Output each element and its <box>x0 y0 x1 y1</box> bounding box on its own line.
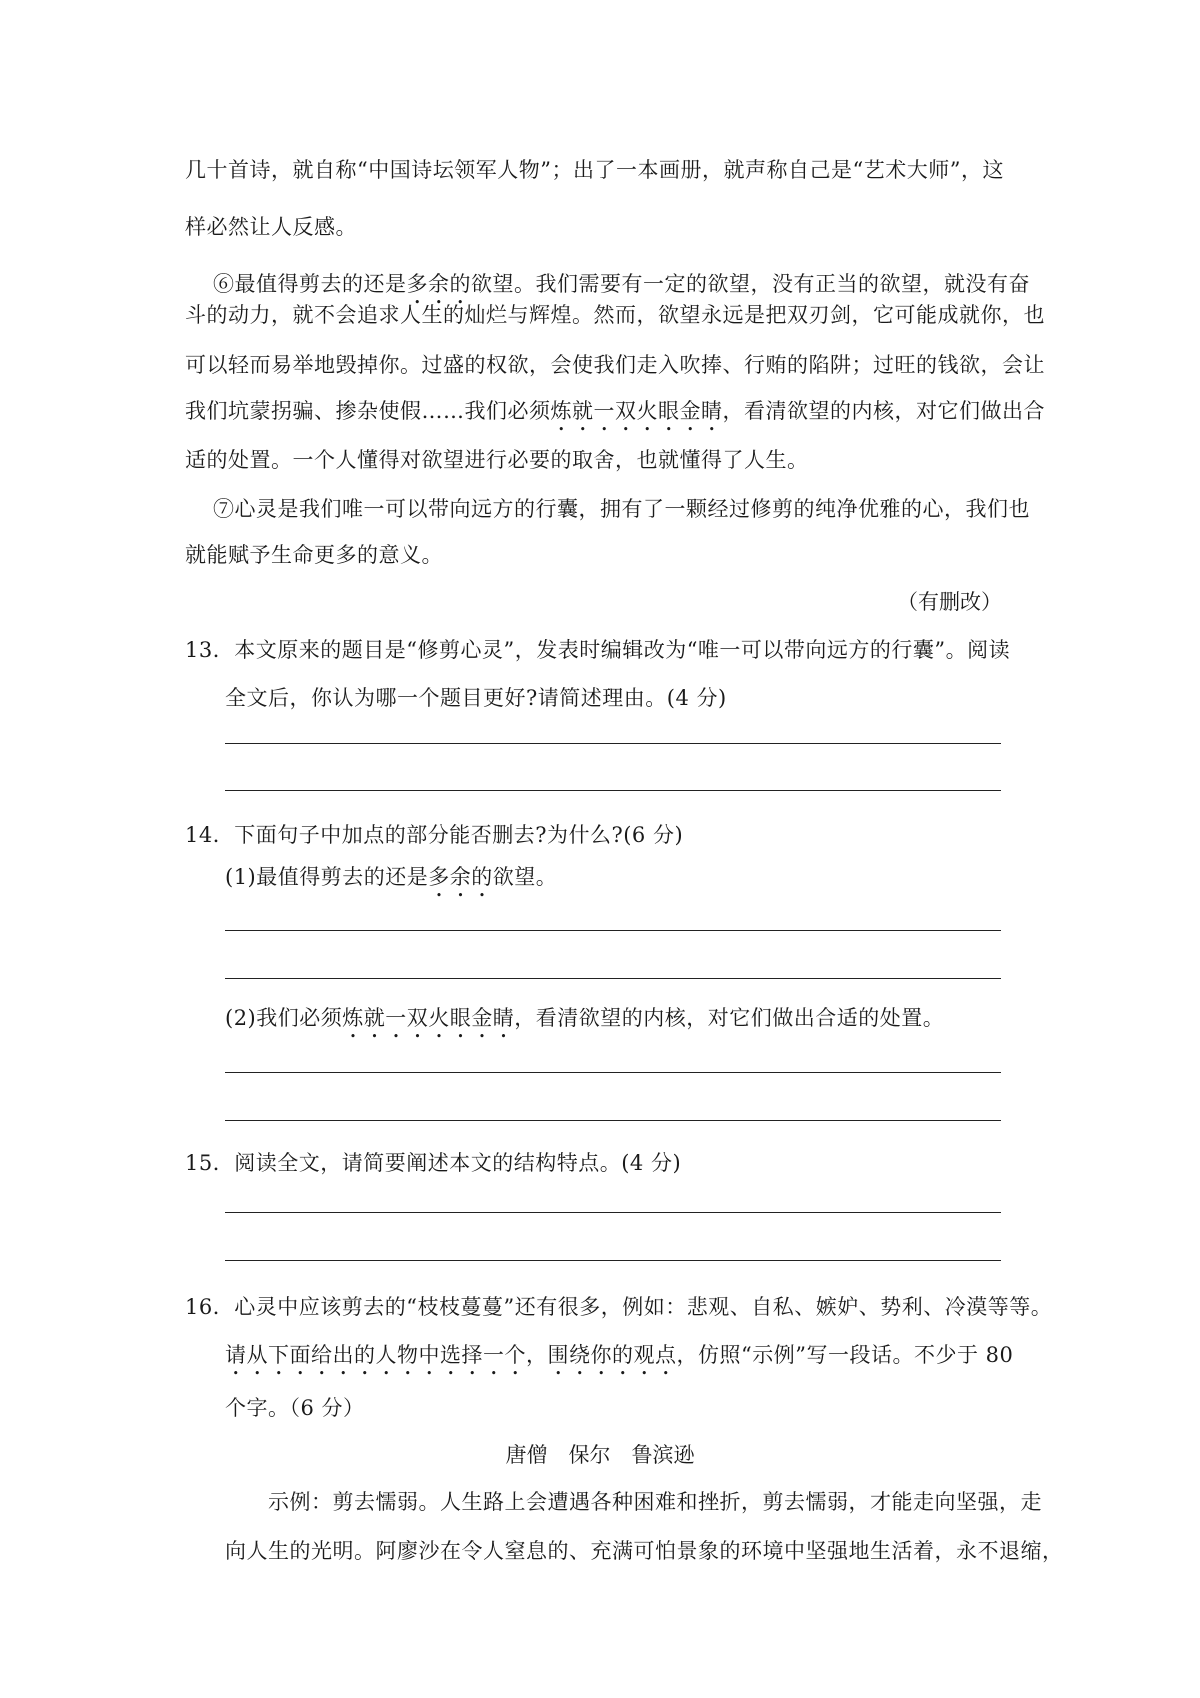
q14-sub1-answer-line-2[interactable] <box>225 978 1001 979</box>
q13-line1: 13．本文原来的题目是“修剪心灵”，发表时编辑改为“唯一可以带向远方的行囊”。阅读 <box>185 638 1011 662</box>
para6-line3: 可以轻而易举地毁掉你。过盛的权欲，会使我们走入吹捧、行贿的陷阱；过旺的钱欲，会让 <box>185 353 1045 377</box>
para6-l4-text-a: 我们坑蒙拐骗、掺杂使假……我们必须 <box>185 399 551 423</box>
para5-line2: 样必然让人反感。 <box>185 215 357 239</box>
q14-sub2-text-b: ，看清欲望的内核，对它们做出合适的处置。 <box>514 1006 945 1030</box>
para6-line5: 适的处置。一个人懂得对欲望进行必要的取舍，也就懂得了人生。 <box>185 448 809 472</box>
q14-sub1-text-a: (1)最值得剪去的还是 <box>225 865 429 889</box>
q14-sub2-answer-line-1[interactable] <box>225 1072 1001 1073</box>
para7-line1: ⑦心灵是我们唯一可以带向远方的行囊，拥有了一颗经过修剪的纯净优雅的心，我们也 <box>213 497 1030 521</box>
para5-line1: 几十首诗，就自称“中国诗坛领军人物”；出了一本画册，就声称自己是“艺术大师”，这 <box>185 158 1004 182</box>
q13-answer-line-2[interactable] <box>225 790 1001 791</box>
q14-sub1-dotted-phrase: 多余的 <box>428 865 493 889</box>
q14-sub1-answer-line-1[interactable] <box>225 930 1001 931</box>
q14-sub2-text-a: (2)我们必须 <box>225 1006 343 1030</box>
para6-l4-text-b: ，看清欲望的内核，对它们做出合 <box>722 399 1045 423</box>
q14-sub1 <box>225 862 557 902</box>
q14-sub2-answer-line-2[interactable] <box>225 1120 1001 1121</box>
q15-answer-line-1[interactable] <box>225 1212 1001 1213</box>
q13-line2: 全文后，你认为哪一个题目更好?请简述理由。(4 分) <box>225 686 727 710</box>
q16-dotted-phrase: 请从下面给出的人物中选择一个，围绕你的观点 <box>225 1343 677 1367</box>
q16-line3: 个字。（6 分） <box>225 1396 365 1420</box>
q14-sub2 <box>225 1003 944 1043</box>
q15-answer-line-2[interactable] <box>225 1260 1001 1261</box>
q16-line2 <box>225 1340 1013 1380</box>
para6-l4-dotted-phrase: 炼就一双火眼金睛 <box>550 399 723 423</box>
para7-line2: 就能赋予生命更多的意义。 <box>185 543 443 567</box>
q16-example-line2: 向人生的光明。阿廖沙在令人窒息的、充满可怕景象的环境中坚强地生活着，永不退缩， <box>225 1539 1064 1563</box>
q14-sub2-dotted-phrase: 炼就一双火眼金睛 <box>342 1006 515 1030</box>
para6-text-b: 欲望。我们需要有一定的欲望，没有正当的欲望，就没有奋 <box>471 272 1030 296</box>
para6-text-a: ⑥最值得剪去的还是 <box>213 272 407 296</box>
q16-line1: 16．心灵中应该剪去的“枝枝蔓蔓”还有很多，例如：悲观、自私、嫉妒、势利、冷漠等等。 <box>185 1295 1053 1319</box>
q16-example-line1: 示例：剪去懦弱。人生路上会遭遇各种困难和挫折，剪去懦弱，才能走向坚强，走 <box>268 1490 1042 1514</box>
q16-persons: 唐僧 保尔 鲁滨逊 <box>505 1443 695 1467</box>
q13-answer-line-1[interactable] <box>225 743 1001 744</box>
q16-line2-text-b: ，仿照“示例”写一段话。不少于 80 <box>676 1343 1014 1367</box>
q14-stem: 14．下面句子中加点的部分能否删去?为什么?(6 分) <box>185 823 684 847</box>
source-note: （有删改） <box>897 590 1002 614</box>
q14-sub1-text-b: 欲望。 <box>492 865 558 889</box>
para6-line2: 斗的动力，就不会追求人生的灿烂与辉煌。然而，欲望永远是把双刃剑，它可能成就你，也 <box>185 303 1045 327</box>
para6-dotted-phrase: 多余的 <box>406 272 471 296</box>
q15-stem: 15．阅读全文，请简要阐述本文的结构特点。(4 分) <box>185 1151 682 1175</box>
para6-line4 <box>185 396 1045 436</box>
